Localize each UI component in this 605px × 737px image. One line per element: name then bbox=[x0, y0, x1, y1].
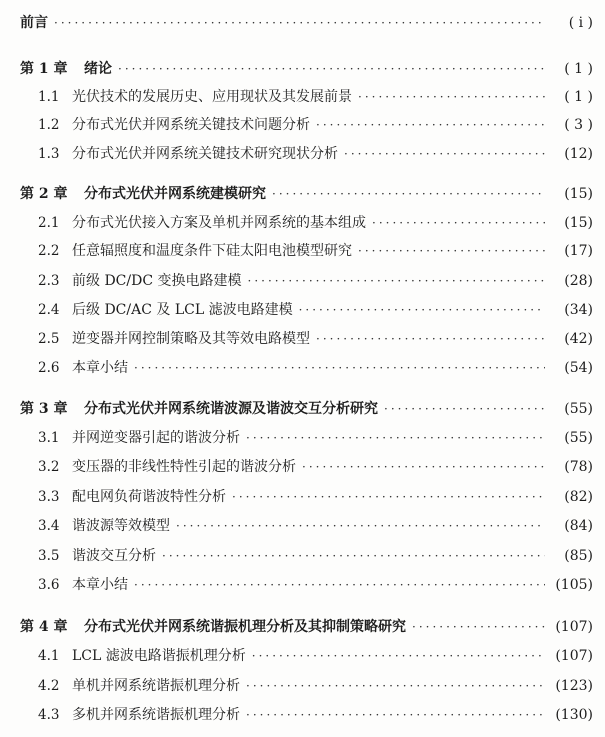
toc-chapter-1[interactable] bbox=[0, 58, 605, 80]
dot-leader bbox=[302, 456, 545, 478]
toc-section-2-4[interactable] bbox=[0, 299, 605, 321]
section-title: LCL 滤波电路谐振机理分析 bbox=[72, 648, 246, 664]
toc-section-3-5[interactable] bbox=[0, 545, 605, 567]
entry-page: ( ⅰ ) bbox=[568, 15, 593, 31]
chapter-page: (55) bbox=[564, 401, 593, 417]
section-page: (84) bbox=[564, 518, 593, 534]
section-number: 3.4 bbox=[38, 518, 60, 534]
section-page: ( 1 ) bbox=[564, 89, 593, 105]
section-page: (130) bbox=[555, 707, 593, 723]
toc-section-3-3[interactable] bbox=[0, 486, 605, 508]
toc-chapter-3[interactable] bbox=[0, 398, 605, 420]
section-title: 配电网负荷谐波特性分析 bbox=[72, 489, 226, 505]
section-page: (34) bbox=[564, 302, 593, 318]
section-number: 2.1 bbox=[38, 215, 60, 231]
section-number: 2.5 bbox=[38, 331, 60, 347]
dot-leader bbox=[344, 143, 545, 165]
chapter-page: (107) bbox=[555, 619, 593, 635]
section-number: 1.2 bbox=[38, 117, 60, 133]
chapter-title: 分布式光伏并网系统谐振机理分析及其抑制策略研究 bbox=[84, 619, 406, 635]
toc-section-1-3[interactable] bbox=[0, 143, 605, 165]
dot-leader bbox=[272, 183, 545, 205]
section-number: 2.4 bbox=[38, 302, 60, 318]
toc-entry-preface[interactable] bbox=[0, 12, 605, 34]
section-number: 2.6 bbox=[38, 360, 60, 376]
dot-leader bbox=[299, 299, 545, 321]
section-page: (123) bbox=[555, 678, 593, 694]
section-number: 3.5 bbox=[38, 548, 60, 564]
toc-section-3-4[interactable] bbox=[0, 515, 605, 537]
section-title: 后级 DC/AC 及 LCL 滤波电路建模 bbox=[72, 302, 293, 318]
toc-section-4-2[interactable] bbox=[0, 675, 605, 697]
toc-section-1-2[interactable] bbox=[0, 114, 605, 136]
entry-title: 前言 bbox=[20, 15, 48, 31]
dot-leader bbox=[372, 212, 545, 234]
dot-leader bbox=[246, 675, 545, 697]
section-title: 谐波交互分析 bbox=[72, 548, 156, 564]
section-page: (55) bbox=[564, 430, 593, 446]
dot-leader bbox=[246, 704, 545, 726]
dot-leader bbox=[134, 574, 545, 596]
section-page: (42) bbox=[564, 331, 593, 347]
section-page: (28) bbox=[564, 273, 593, 289]
toc-section-4-3[interactable] bbox=[0, 704, 605, 726]
dot-leader bbox=[162, 545, 545, 567]
section-title: 变压器的非线性特性引起的谐波分析 bbox=[72, 459, 296, 475]
section-title: 本章小结 bbox=[72, 360, 128, 376]
chapter-title: 绪论 bbox=[84, 61, 112, 77]
toc-section-2-2[interactable] bbox=[0, 240, 605, 262]
section-page: ( 3 ) bbox=[564, 117, 593, 133]
dot-leader bbox=[246, 427, 545, 449]
chapter-page: (15) bbox=[564, 186, 593, 202]
section-page: (105) bbox=[555, 577, 593, 593]
section-title: 分布式光伏接入方案及单机并网系统的基本组成 bbox=[72, 215, 366, 231]
section-title: 分布式光伏并网系统关键技术问题分析 bbox=[72, 117, 310, 133]
dot-leader bbox=[358, 86, 545, 108]
section-title: 多机并网系统谐振机理分析 bbox=[72, 707, 240, 723]
section-title: 光伏技术的发展历史、应用现状及其发展前景 bbox=[72, 89, 352, 105]
chapter-number: 第 1 章 bbox=[20, 61, 68, 77]
dot-leader bbox=[358, 240, 545, 262]
toc-section-2-1[interactable] bbox=[0, 212, 605, 234]
dot-leader bbox=[176, 515, 545, 537]
dot-leader bbox=[54, 12, 545, 34]
section-page: (54) bbox=[564, 360, 593, 376]
dot-leader bbox=[252, 645, 545, 667]
dot-leader bbox=[384, 398, 545, 420]
section-page: (17) bbox=[564, 243, 593, 259]
section-page: (82) bbox=[564, 489, 593, 505]
toc-section-2-3[interactable] bbox=[0, 270, 605, 292]
section-title: 任意辐照度和温度条件下硅太阳电池模型研究 bbox=[72, 243, 352, 259]
section-title: 逆变器并网控制策略及其等效电路模型 bbox=[72, 331, 310, 347]
chapter-number: 第 3 章 bbox=[20, 401, 68, 417]
section-title: 谐波源等效模型 bbox=[72, 518, 170, 534]
section-title: 并网逆变器引起的谐波分析 bbox=[72, 430, 240, 446]
section-number: 1.1 bbox=[38, 89, 60, 105]
section-page: (78) bbox=[564, 459, 593, 475]
section-number: 4.3 bbox=[38, 707, 60, 723]
section-number: 2.2 bbox=[38, 243, 60, 259]
chapter-number: 第 4 章 bbox=[20, 619, 68, 635]
dot-leader bbox=[232, 486, 545, 508]
section-number: 3.6 bbox=[38, 577, 60, 593]
section-title: 本章小结 bbox=[72, 577, 128, 593]
section-number: 3.2 bbox=[38, 459, 60, 475]
toc-section-3-1[interactable] bbox=[0, 427, 605, 449]
toc-section-1-1[interactable] bbox=[0, 86, 605, 108]
toc-section-2-5[interactable] bbox=[0, 328, 605, 350]
dot-leader bbox=[248, 270, 546, 292]
section-number: 2.3 bbox=[38, 273, 60, 289]
section-page: (107) bbox=[555, 648, 593, 664]
chapter-number: 第 2 章 bbox=[20, 186, 68, 202]
dot-leader bbox=[134, 357, 545, 379]
toc-chapter-4[interactable] bbox=[0, 616, 605, 638]
toc-section-3-2[interactable] bbox=[0, 456, 605, 478]
dot-leader bbox=[412, 616, 545, 638]
dot-leader bbox=[316, 328, 545, 350]
section-title: 分布式光伏并网系统关键技术研究现状分析 bbox=[72, 146, 338, 162]
toc-section-3-6[interactable] bbox=[0, 574, 605, 596]
section-number: 1.3 bbox=[38, 146, 60, 162]
dot-leader bbox=[316, 114, 545, 136]
chapter-title: 分布式光伏并网系统谐波源及谐波交互分析研究 bbox=[84, 401, 378, 417]
section-number: 4.2 bbox=[38, 678, 60, 694]
section-number: 3.3 bbox=[38, 489, 60, 505]
toc-section-4-1[interactable] bbox=[0, 645, 605, 667]
chapter-page: ( 1 ) bbox=[564, 61, 593, 77]
section-number: 3.1 bbox=[38, 430, 60, 446]
section-page: (15) bbox=[564, 215, 593, 231]
dot-leader bbox=[118, 58, 545, 80]
section-number: 4.1 bbox=[38, 648, 60, 664]
section-page: (85) bbox=[564, 548, 593, 564]
section-title: 前级 DC/DC 变换电路建模 bbox=[72, 273, 242, 289]
toc-section-2-6[interactable] bbox=[0, 357, 605, 379]
chapter-title: 分布式光伏并网系统建模研究 bbox=[84, 186, 266, 202]
toc-chapter-2[interactable] bbox=[0, 183, 605, 205]
section-page: (12) bbox=[564, 146, 593, 162]
section-title: 单机并网系统谐振机理分析 bbox=[72, 678, 240, 694]
